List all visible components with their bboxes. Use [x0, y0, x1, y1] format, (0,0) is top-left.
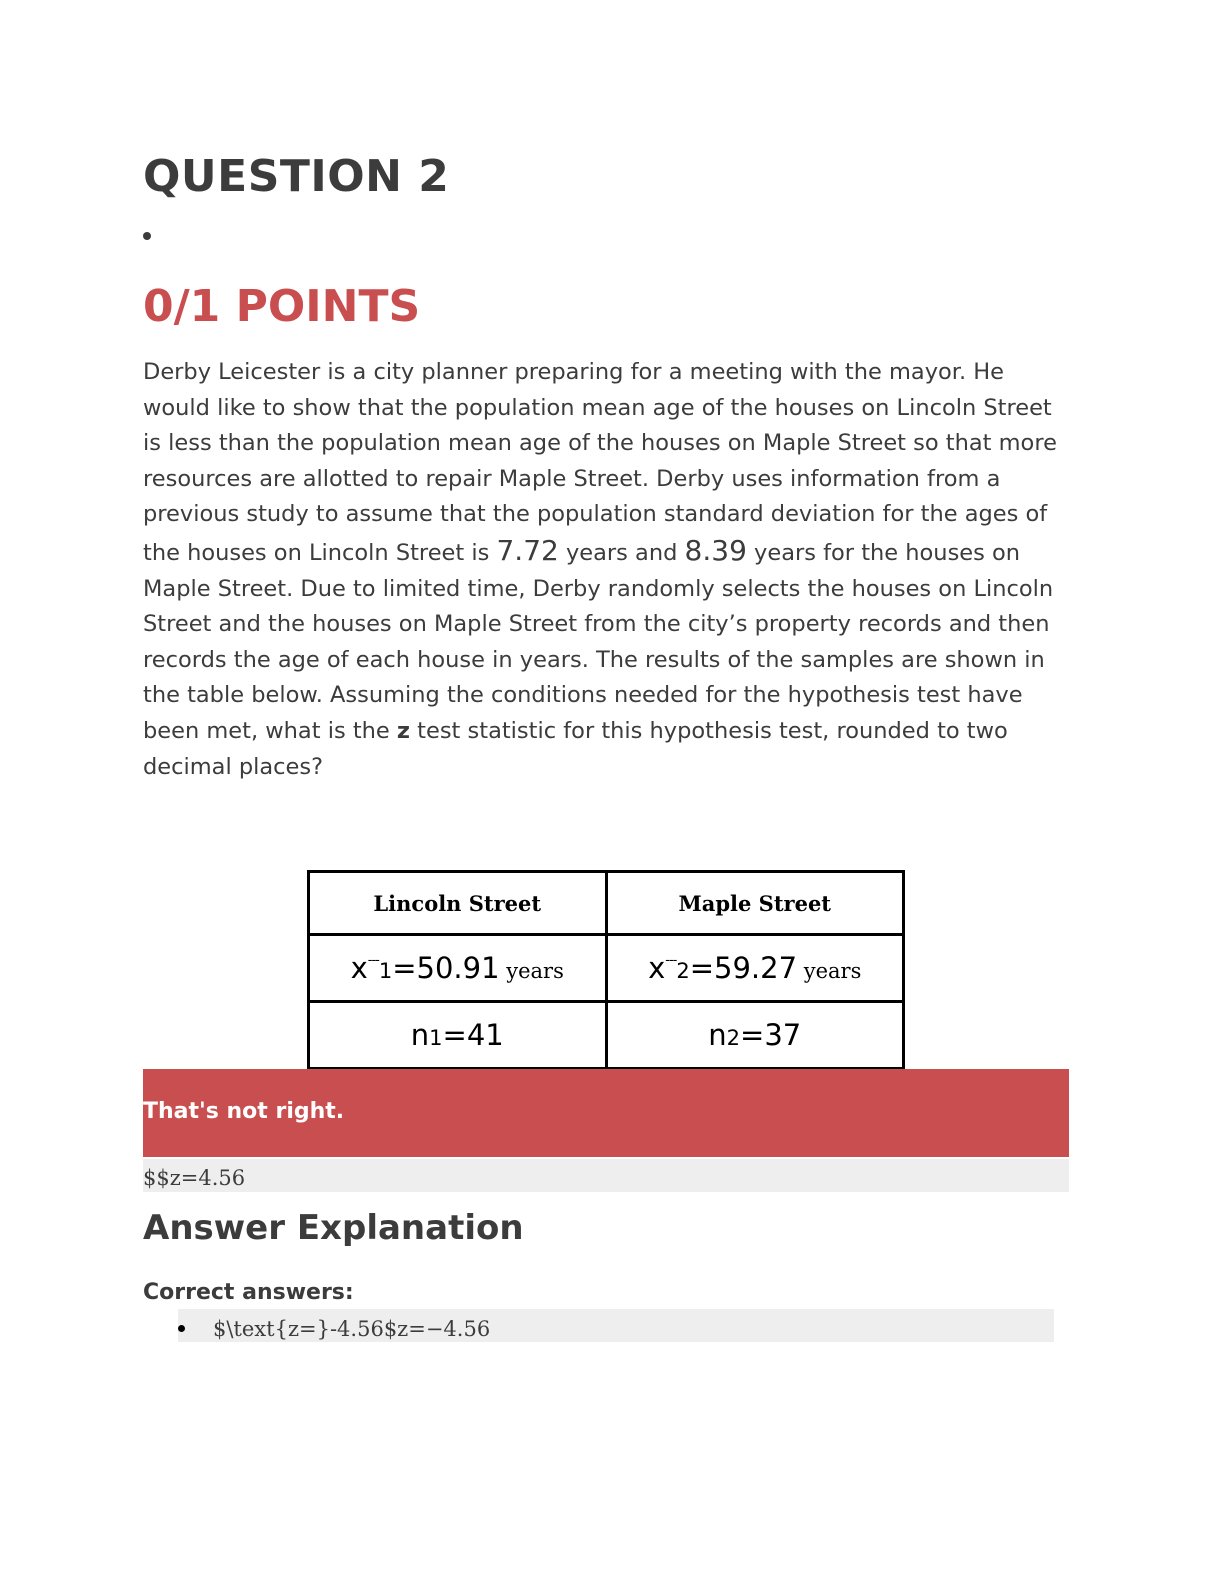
points-score: 0/1 POINTS	[143, 281, 421, 332]
n-var: n	[708, 1018, 727, 1052]
bar-mark: ---	[367, 953, 379, 968]
correct-answers-list	[178, 1309, 1054, 1342]
mean-value: =59.27	[689, 951, 798, 985]
subscript: 2	[726, 1026, 741, 1050]
n-value: =37	[740, 1018, 802, 1052]
question-text	[143, 355, 1073, 785]
mean-unit: years	[499, 959, 564, 983]
table-header-row	[309, 872, 904, 935]
feedback-banner	[143, 1069, 1069, 1157]
subscript: 1	[378, 959, 393, 983]
question-text-part: years for the houses on Maple Street. Due to limited time, Derby randomly selects the houses on Lincoln Street and the houses on Maple Street from the city’s property records and then records the age of each house in years. The results of the samples are shown in the table below. Assuming the conditions needed for the hypothesis test have been met, what is the	[143, 539, 1054, 744]
mean-var: x	[350, 951, 368, 985]
bullet-icon	[178, 1325, 185, 1332]
question-text-part: Derby Leicester is a city planner preparing for a meeting with the mayor. He would like to show that the population mean age of the houses on Lincoln Street is less than the population mean age of the houses on Maple Street so that more resources are allotted to repair Maple Street. Derby uses information from a previous study to assume that the population standard deviation for the ages of the houses on Lincoln Street is	[143, 359, 1057, 566]
mean-lincoln-cell	[309, 935, 607, 1002]
bar-mark: ---	[665, 953, 677, 968]
table-row-means	[309, 935, 904, 1002]
subscript: 1	[429, 1026, 443, 1050]
user-answer: $$z=4.56	[143, 1159, 1069, 1192]
z-variable: z	[396, 717, 411, 744]
correct-answers-label: Correct answers:	[143, 1280, 354, 1305]
feedback-status: That's not right.	[143, 1099, 345, 1124]
mean-unit: years	[797, 959, 862, 983]
correct-answer-text: $\text{z=}-4.56$z=−4.56	[213, 1317, 491, 1341]
answer-explanation-heading: Answer Explanation	[143, 1208, 524, 1248]
n-lincoln-cell	[309, 1002, 607, 1069]
n-maple-cell	[606, 1002, 904, 1069]
subscript: 2	[676, 959, 690, 983]
sigma-maple: 8.39	[684, 533, 747, 567]
table-header-maple: Maple Street	[606, 872, 904, 935]
n-value: =41	[442, 1018, 504, 1052]
table-row-sample-sizes	[309, 1002, 904, 1069]
mean-var: x	[648, 951, 666, 985]
sample-data-table	[307, 870, 905, 1070]
sigma-lincoln: 7.72	[496, 533, 559, 567]
question-text-part: years and	[558, 539, 685, 566]
mean-value: =50.91	[392, 951, 500, 985]
mean-maple-cell	[606, 935, 904, 1002]
bullet-icon	[143, 232, 151, 240]
question-title: QUESTION 2	[143, 151, 450, 202]
question-text-part: test statistic for this hypothesis test, rounded to two decimal places?	[143, 717, 1008, 780]
list-item	[178, 1309, 1054, 1342]
n-var: n	[410, 1018, 430, 1052]
table-header-lincoln: Lincoln Street	[309, 872, 607, 935]
